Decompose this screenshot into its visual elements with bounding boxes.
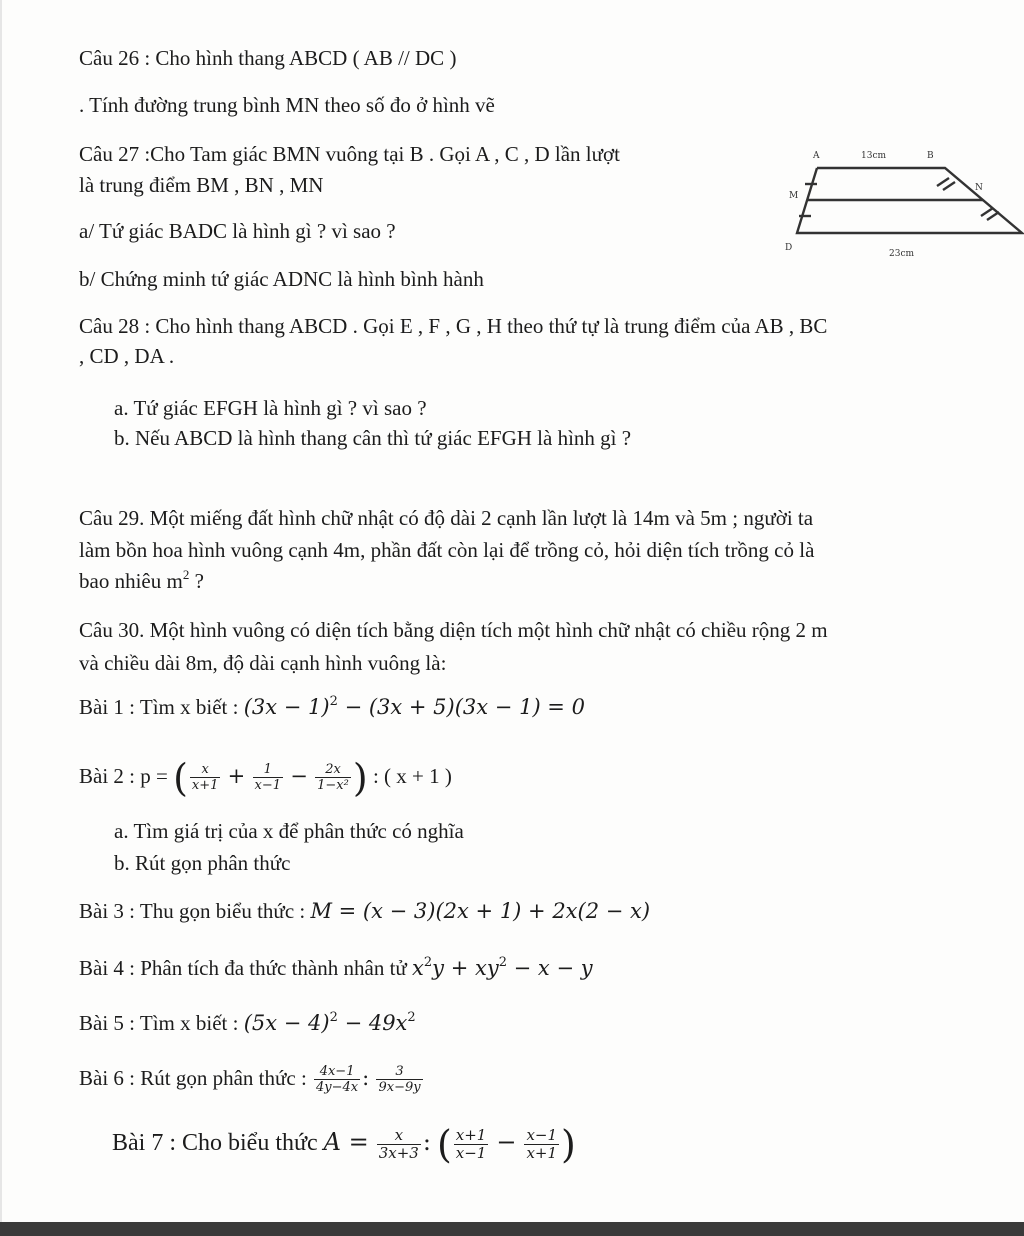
bottom-length: 23cm bbox=[889, 249, 915, 259]
bai6-fraction-1: $\frac{4x-1}{4y-4x}$ bbox=[316, 1064, 359, 1096]
q28-part-b: b. Nếu ABCD là hình thang cân thì tứ giác EFGH là hình gì ? bbox=[114, 426, 632, 450]
label-a: A bbox=[813, 151, 820, 161]
bai3-label: Bài 3 : Thu gọn biểu thức : bbox=[79, 899, 306, 923]
bai1-expr-a: (3x − 1) bbox=[243, 695, 330, 719]
bai4-exp2: 2 bbox=[498, 955, 507, 970]
q29-line-3 bbox=[79, 568, 204, 594]
bai2-part-b: b. Rút gọn phân thức bbox=[114, 851, 291, 875]
bai4-p3: − x − y bbox=[506, 956, 593, 980]
top-length: 13cm bbox=[861, 151, 887, 161]
q29-exponent: 2 bbox=[182, 567, 190, 582]
bai2-left-paren: ( bbox=[173, 756, 188, 801]
q29-line-3-text: bao nhiêu m bbox=[79, 569, 183, 593]
bai1 bbox=[79, 694, 585, 720]
bai4 bbox=[79, 955, 593, 981]
bai7-label: Bài 7 : Cho biểu thức bbox=[112, 1130, 318, 1156]
bai3 bbox=[79, 898, 650, 924]
bai7-minus: − bbox=[496, 1128, 517, 1156]
bai1-exponent: 2 bbox=[329, 694, 338, 709]
bai6-colon: : bbox=[362, 1066, 370, 1090]
bai7-fraction-1: $\frac{x}{3x+3}$ bbox=[378, 1125, 419, 1162]
q27-part-b: b/ Chứng minh tứ giác ADNC là hình bình hành bbox=[79, 267, 484, 291]
tick-bn-2 bbox=[943, 182, 955, 190]
bai2-plus: + bbox=[227, 764, 246, 788]
bai5-p2: − 49x bbox=[337, 1011, 408, 1035]
bai6-label: Bài 6 : Rút gọn phân thức : bbox=[79, 1066, 307, 1090]
bai2-fraction-1: $\frac{x}{x+1}$ bbox=[191, 762, 219, 794]
bai2-fraction-2: $\frac{1}{x-1}$ bbox=[254, 762, 282, 794]
trapezoid-shape bbox=[797, 168, 1022, 233]
tick-bn-1 bbox=[937, 178, 949, 186]
q29-line-1: Câu 29. Một miếng đất hình chữ nhật có độ dài 2 cạnh lần lượt là 14m và 5m ; người ta bbox=[79, 506, 814, 530]
q30-line-1: Câu 30. Một hình vuông có diện tích bằng diện tích một hình chữ nhật có chiều rộng 2 m bbox=[79, 618, 828, 642]
bai4-label: Bài 4 : Phân tích đa thức thành nhân tử bbox=[79, 956, 407, 980]
label-n: N bbox=[975, 183, 983, 193]
bai6-fraction-2: $\frac{3}{9x-9y}$ bbox=[378, 1064, 421, 1096]
tick-nc-1 bbox=[981, 208, 993, 216]
q28-title-cont: , CD , DA . bbox=[79, 344, 175, 368]
q26-task: . Tính đường trung bình MN theo số đo ở hình vẽ bbox=[79, 93, 495, 117]
bai7-fraction-2: $\frac{x+1}{x-1}$ bbox=[455, 1125, 487, 1162]
q28-title: Câu 28 : Cho hình thang ABCD . Gọi E , F , G , H theo thứ tự là trung điểm của AB , BC bbox=[79, 314, 828, 338]
bai3-expr: M = (x − 3)(2x + 1) + 2x(2 − x) bbox=[310, 899, 651, 923]
bai7-left-paren: ( bbox=[436, 1122, 452, 1167]
bai5 bbox=[79, 1010, 416, 1036]
q27-title-cont: là trung điểm BM , BN , MN bbox=[79, 173, 324, 197]
bai2 bbox=[79, 756, 452, 801]
q28-part-a: a. Tứ giác EFGH là hình gì ? vì sao ? bbox=[114, 396, 427, 420]
bai2-right-paren: ) bbox=[352, 756, 368, 801]
bai5-label: Bài 5 : Tìm x biết : bbox=[79, 1011, 239, 1035]
bai2-fraction-3: $\frac{2x}{\text{1−x²}}$ bbox=[317, 762, 349, 794]
bai4-exp1: 2 bbox=[423, 955, 433, 970]
trapezoid-figure bbox=[777, 138, 1024, 268]
label-m: M bbox=[789, 191, 799, 201]
tick-nc-2 bbox=[987, 212, 999, 220]
bai4-p1: x bbox=[412, 956, 424, 980]
bai7-lhs: A = bbox=[323, 1128, 369, 1156]
bai2-tail: : ( x + 1 ) bbox=[372, 764, 452, 788]
bottom-bar bbox=[0, 1222, 1024, 1236]
q27-part-a: a/ Tứ giác BADC là hình gì ? vì sao ? bbox=[79, 219, 396, 243]
q29-line-2: làm bồn hoa hình vuông cạnh 4m, phần đất còn lại để trồng cỏ, hỏi diện tích trồng cỏ là bbox=[79, 538, 815, 562]
bai1-label: Bài 1 : Tìm x biết : bbox=[79, 695, 239, 719]
bai7-right-paren: ) bbox=[561, 1122, 576, 1167]
bai6 bbox=[79, 1058, 425, 1098]
bai2-label: Bài 2 : p = bbox=[79, 764, 168, 788]
bai7 bbox=[112, 1120, 576, 1165]
bai7-fraction-3: $\frac{x-1}{x+1}$ bbox=[526, 1125, 558, 1162]
bai2-part-a: a. Tìm giá trị của x để phân thức có nghĩa bbox=[114, 819, 464, 843]
q29-line-3-end: ? bbox=[189, 569, 204, 593]
bai5-p1: (5x − 4) bbox=[243, 1011, 330, 1035]
q26-title: Câu 26 : Cho hình thang ABCD ( AB // DC ) bbox=[79, 46, 457, 70]
label-b: B bbox=[927, 151, 934, 161]
bai5-exp2: 2 bbox=[407, 1010, 416, 1025]
bai2-minus: − bbox=[290, 764, 308, 788]
bai5-exp1: 2 bbox=[329, 1010, 338, 1025]
label-d: D bbox=[785, 243, 793, 253]
bai7-colon: : bbox=[422, 1128, 431, 1156]
q30-line-2: và chiều dài 8m, độ dài cạnh hình vuông là: bbox=[79, 651, 447, 675]
bai1-expr-b: − (3x + 5)(3x − 1) = 0 bbox=[337, 695, 585, 719]
bai4-p2: y + xy bbox=[432, 956, 499, 980]
q27-title: Câu 27 :Cho Tam giác BMN vuông tại B . Gọi A , C , D lần lượt bbox=[79, 142, 620, 166]
